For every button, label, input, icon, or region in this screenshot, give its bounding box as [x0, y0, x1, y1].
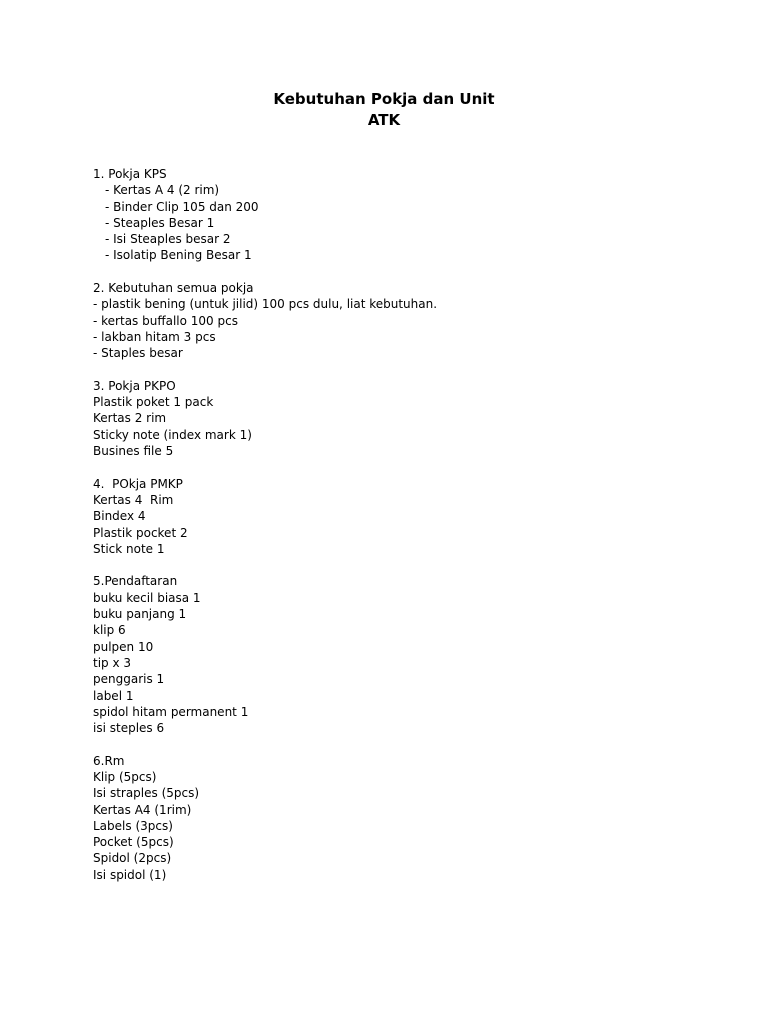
document-subtitle: ATK [367, 111, 401, 129]
section-heading: 3. Pokja PKPO [93, 378, 176, 393]
list-item: - Steaples Besar 1 [105, 215, 215, 230]
list-item: pulpen 10 [93, 639, 154, 654]
list-item: Kertas A4 (1rim) [93, 802, 192, 817]
section-4 [93, 476, 733, 557]
list-item: - Staples besar [93, 346, 183, 361]
list-item: Busines file 5 [93, 444, 174, 459]
list-item: isi steples 6 [93, 721, 165, 736]
list-item: spidol hitam permanent 1 [93, 704, 249, 719]
section-heading: 1. Pokja KPS [93, 167, 167, 181]
list-item: Klip (5pcs) [93, 769, 157, 784]
list-item: klip 6 [93, 623, 126, 638]
list-item: Stick note 1 [93, 541, 165, 556]
section-2 [93, 280, 733, 361]
list-item: Spidol (2pcs) [93, 851, 172, 866]
list-item: - Kertas A 4 (2 rim) [105, 183, 220, 198]
list-item: penggaris 1 [93, 672, 165, 687]
list-item: Bindex 4 [93, 509, 146, 524]
section-heading: 5.Pendaftaran [93, 574, 178, 589]
list-item: Kertas 4 Rim [93, 492, 174, 507]
list-item: - Isolatip Bening Besar 1 [105, 248, 252, 263]
list-item: - lakban hitam 3 pcs [93, 329, 216, 344]
list-item: buku panjang 1 [93, 607, 187, 622]
list-item: buku kecil biasa 1 [93, 590, 201, 605]
list-item: Plastik poket 1 pack [93, 395, 214, 410]
list-item: Labels (3pcs) [93, 818, 173, 833]
section-heading: 4. POkja PMKP [93, 476, 183, 491]
list-item: label 1 [93, 688, 134, 703]
document-title: Kebutuhan Pokja dan Unit [273, 90, 495, 108]
list-item: - plastik bening (untuk jilid) 100 pcs dulu, liat kebutuhan. [93, 297, 438, 312]
section-1 [93, 166, 733, 264]
list-item: Pocket (5pcs) [93, 835, 174, 850]
section-5 [93, 573, 733, 736]
list-item: Plastik pocket 2 [93, 525, 188, 540]
list-item: Isi spidol (1) [93, 867, 167, 882]
list-item: tip x 3 [93, 655, 132, 670]
list-item: - Binder Clip 105 dan 200 [105, 199, 259, 214]
list-item: - kertas buffallo 100 pcs [93, 313, 238, 328]
section-heading: 6.Rm [93, 753, 125, 768]
list-item: - Isi Steaples besar 2 [105, 232, 231, 247]
list-item: Sticky note (index mark 1) [93, 427, 252, 442]
list-item: Isi straples (5pcs) [93, 786, 200, 801]
section-3 [93, 378, 733, 459]
list-item: Kertas 2 rim [93, 411, 167, 426]
section-heading: 2. Kebutuhan semua pokja [93, 281, 254, 296]
section-6 [93, 753, 733, 883]
document-content [93, 166, 733, 899]
